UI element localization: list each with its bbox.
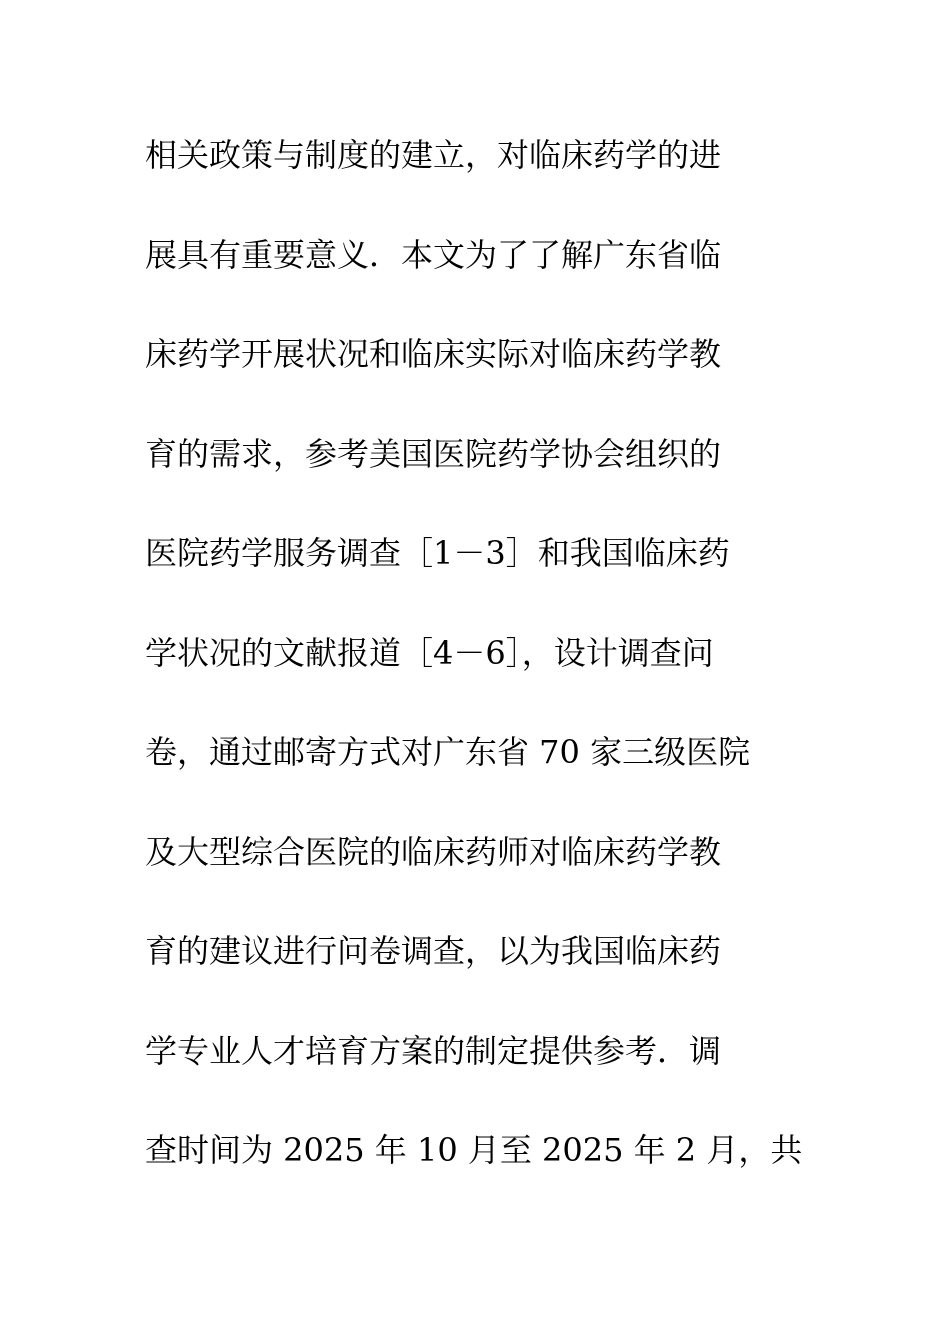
text-line: 学专业人才培育方案的制定提供参考．调 [145,1031,722,1070]
text-line: 查时间为 2025 年 10 月至 2025 年 2 月，共 [145,1131,803,1169]
text-line: 卷，通过邮寄方式对广东省 70 家三级医院 [145,733,751,771]
text-line: 及大型综合医院的临床药师对临床药学教 [145,832,722,871]
body-paragraph [145,130,845,1225]
text-line: 展具有重要意义．本文为了了解广东省临 [145,235,722,274]
text-line: 育的建议进行问卷调查，以为我国临床药 [145,932,722,970]
text-line: 相关政策与制度的建立，对临床药学的进 [145,136,722,174]
text-line: 床药学开展状况和临床实际对临床药学教 [145,335,722,373]
text-line: 育的需求，参考美国医院药学协会组织的 [145,434,722,473]
text-line: 学状况的文献报道［4－6］，设计调查问 [145,633,714,672]
text-line: 医院药学服务调查［1－3］和我国临床药 [145,534,730,572]
